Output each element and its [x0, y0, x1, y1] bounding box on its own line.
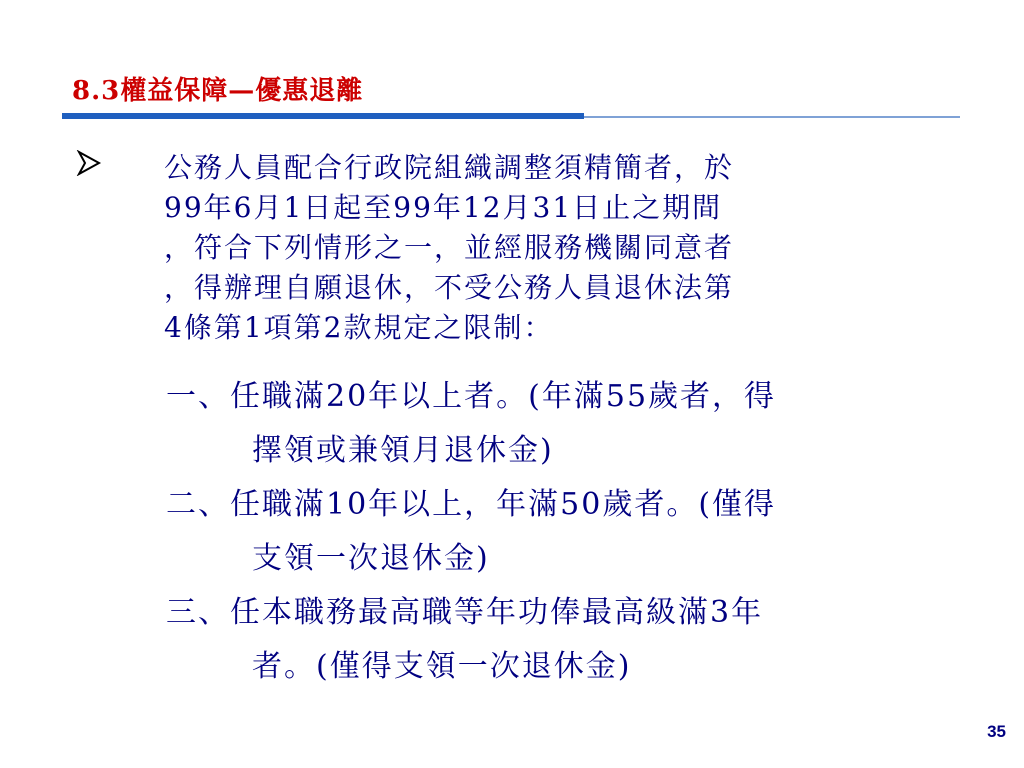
condition-list — [166, 370, 926, 694]
list-item-continuation: 者。(僅得支領一次退休金) — [252, 649, 632, 684]
title-underline — [62, 113, 584, 119]
title-underline-thin — [584, 116, 960, 118]
paragraph-line: 4條第1項第2款規定之限制： — [164, 311, 554, 344]
page-number: 35 — [987, 722, 1006, 741]
list-item-continuation: 支領一次退休金) — [252, 541, 490, 576]
paragraph-line: ，符合下列情形之一，並經服務機關同意者 — [164, 231, 735, 264]
list-item: 一、任職滿20年以上者。(年滿55歲者，得 — [166, 379, 777, 414]
list-item: 二、任職滿10年以上，年滿50歲者。(僅得 — [166, 487, 777, 522]
paragraph-line: 99年6月1日起至99年12月31日止之期間 — [164, 191, 723, 224]
main-paragraph — [164, 148, 924, 348]
slide-title: 8.3權益保障—優惠退離 — [72, 76, 364, 106]
arrow-bullet-icon — [76, 150, 102, 176]
list-item-continuation: 擇領或兼領月退休金) — [252, 433, 554, 468]
paragraph-line: ，得辦理自願退休，不受公務人員退休法第 — [164, 271, 735, 304]
paragraph-line: 公務人員配合行政院組織調整須精簡者，於 — [164, 151, 735, 184]
list-item: 三、任本職務最高職等年功俸最高級滿3年 — [166, 595, 764, 630]
